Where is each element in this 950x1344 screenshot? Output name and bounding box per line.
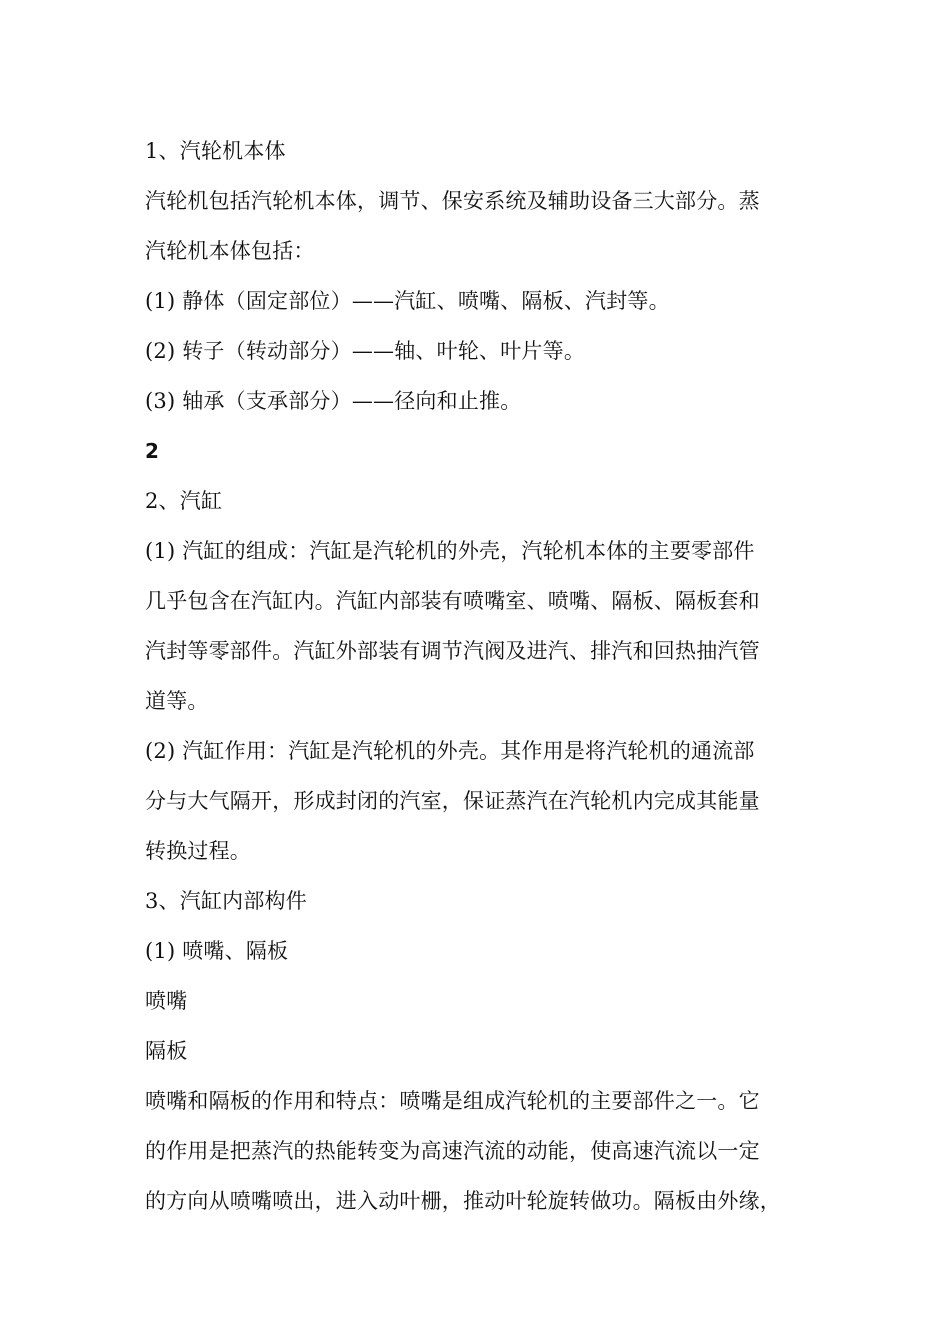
paragraph-line: 分与大气隔开，形成封闭的汽室，保证蒸汽在汽轮机内完成其能量 [145,789,760,813]
list-item-rotor: (2) 转子（转动部分）——轴、叶轮、叶片等。 [145,339,586,363]
paragraph-line: 几乎包含在汽缸内。汽缸内部装有喷嘴室、喷嘴、隔板、隔板套和 [145,589,760,613]
section-heading-cylinder: 2、汽缸 [145,489,223,513]
paragraph-line: 汽轮机包括汽轮机本体，调节、保安系统及辅助设备三大部分。蒸 [145,189,760,213]
section-heading-turbine-body: 1、汽轮机本体 [145,139,286,163]
paragraph-line: 道等。 [145,689,209,713]
section-heading-internal-parts: 3、汽缸内部构件 [145,889,307,913]
list-item-nozzle-diaphragm: (1) 喷嘴、隔板 [145,939,289,963]
label-nozzle: 喷嘴 [145,989,188,1013]
label-diaphragm: 隔板 [145,1039,188,1063]
paragraph-line: 喷嘴和隔板的作用和特点：喷嘴是组成汽轮机的主要部件之一。它 [145,1089,760,1113]
paragraph-line: 汽轮机本体包括： [145,239,315,263]
document-body [145,126,805,1226]
list-item-bearing: (3) 轴承（支承部分）——径向和止推。 [145,389,522,413]
paragraph-line: 的方向从喷嘴喷出，进入动叶栅，推动叶轮旋转做功。隔板由外缘， [145,1189,781,1213]
paragraph-line: 汽封等零部件。汽缸外部装有调节汽阀及进汽、排汽和回热抽汽管 [145,639,760,663]
paragraph-line: 的作用是把蒸汽的热能转变为高速汽流的动能，使高速汽流以一定 [145,1139,760,1163]
paragraph-line: (1) 汽缸的组成：汽缸是汽轮机的外壳，汽轮机本体的主要零部件 [145,539,755,563]
page-marker: 2 [145,439,160,463]
paragraph-line: (2) 汽缸作用：汽缸是汽轮机的外壳。其作用是将汽轮机的通流部 [145,739,755,763]
paragraph-line: 转换过程。 [145,839,251,863]
list-item-stator: (1) 静体（固定部位）——汽缸、喷嘴、隔板、汽封等。 [145,289,670,313]
